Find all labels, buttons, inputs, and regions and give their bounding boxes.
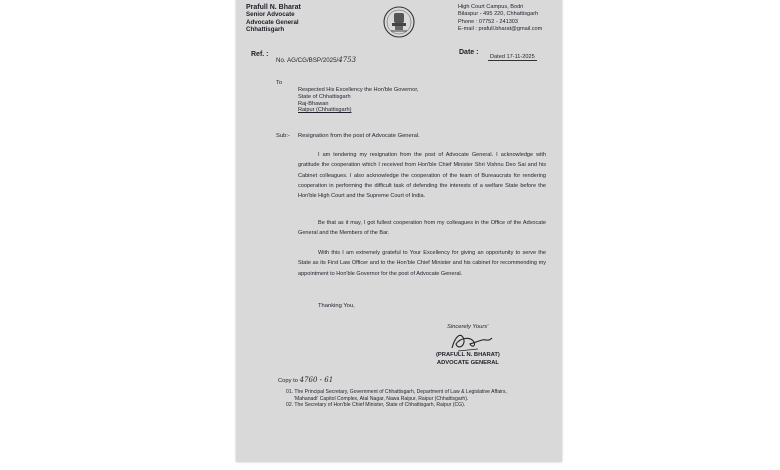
office-city-line: Bilaspur - 495 220, Chhattisgarh (458, 11, 539, 18)
signatory-name: (PRAFULL N. BHARAT) (436, 352, 500, 358)
body-paragraph (298, 248, 546, 279)
sender-state: Chhattisgarh (246, 26, 285, 34)
ref-label: Ref. : (251, 51, 269, 58)
subject-text: Resignation from the post of Advocate General. (298, 133, 420, 139)
body-paragraph (298, 218, 546, 239)
thanking-line: Thanking You, (318, 303, 355, 309)
copy-list-item: 01. The Principal Secretary, Government of Chhattisgarh, Department of Law & Legislative Affairs, (286, 389, 507, 395)
sender-designation: Senior Advocate (246, 11, 295, 19)
copy-to-line (278, 376, 333, 384)
dated-text: Dated 17-11-2025 (490, 54, 535, 60)
copy-list-item: 02. The Secretary of Hon'ble Chief Minister, State of Chhattisgarh, Raipur (CG). (286, 402, 466, 409)
copy-label: Copy to (278, 378, 298, 384)
paragraph-text: I am tendering my resignation from the post of Advocate General. I acknowledge with gratitude the cooperation which I received from Hon'ble Chief Minister Shri Vishnu Deo Sai and his Cabinet colleagues. I also acknowledge the cooperation of the team of Bureaucrats for rendering cooperation in performing the difficult task of defending the interests of a welfare State before the Hon'ble High Court and the Supreme Court of India. (298, 152, 546, 200)
sender-name: Prafull N. Bharat (246, 4, 301, 11)
to-label: To (276, 80, 283, 86)
addressee-line: State of Chhattisgarh (298, 93, 351, 100)
state-emblem-icon (383, 5, 415, 39)
office-email: E-mail : prafull.bharat@gmail.com (458, 26, 543, 33)
letterhead-right (458, 4, 542, 34)
copy-list (286, 389, 507, 409)
office-phone: Phone : 07752 - 241303 (458, 18, 519, 25)
paragraph-text: Be that as it may, I got fullest cooperation from my colleagues in the Office of the Advocate General and the Members of the Bar. (298, 220, 546, 237)
letter-page (236, 0, 562, 462)
letterhead-left (246, 4, 301, 34)
body-paragraph (298, 150, 546, 201)
office-address-line: High Court Campus, Bodri (458, 4, 524, 10)
addressee-line: Raj-Bhawan (298, 100, 329, 107)
addressee-block (298, 87, 418, 114)
copy-handwritten-number: 4760 - 61 (299, 376, 334, 384)
ref-number (276, 56, 356, 64)
addressee-line: Respected His Excellency the Hon'ble Governor, (298, 87, 419, 93)
sender-office: Advocate General (246, 18, 299, 26)
date-label: Date : (459, 49, 479, 56)
ref-number-printed: No. AG/CG/BSP/2025/ (276, 57, 339, 64)
paragraph-text: With this I am extremely grateful to Your Excellency for giving an opportunity to serve the State as its First Law Officer and to the Hon'ble Chief Minister and his cabinet for recommending my appointment to Hon'ble Governor for the post of Advocate General. (298, 250, 546, 277)
signature-icon (448, 330, 496, 354)
copy-list-item: 'Mahanadi' Capitol Complex, Atal Nagar, Nawa Raipur, Raipur (Chhattisgarh). (294, 395, 469, 402)
signatory-title: ADVOCATE GENERAL (436, 359, 499, 366)
ref-number-handwritten: 4753 (338, 56, 357, 64)
sincerely-line: Sincerely Yours' (447, 324, 489, 330)
addressee-line: Raipur (Chhattisgarh) (298, 107, 352, 114)
subject-label: Sub:- (276, 133, 290, 139)
signatory-block (436, 352, 500, 367)
